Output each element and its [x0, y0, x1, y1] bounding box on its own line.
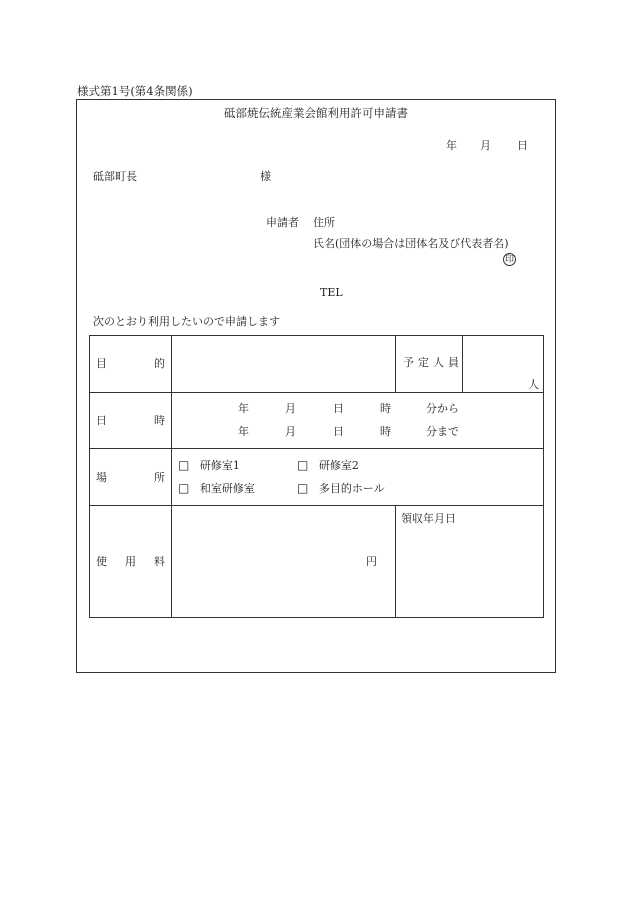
expected-people-input[interactable] — [464, 337, 524, 390]
start-year-unit: 年 — [238, 402, 249, 415]
datetime-label-b: 時 — [154, 414, 165, 427]
purpose-label-a: 目 — [96, 357, 107, 370]
applicant-address-label: 住所 — [313, 216, 335, 229]
checkbox-icon[interactable]: □ — [178, 458, 190, 472]
fee-input[interactable] — [173, 507, 393, 616]
checkbox-icon[interactable]: □ — [178, 481, 190, 495]
people-unit: 人 — [528, 378, 539, 391]
applicant-name-label: 氏名(団体の場合は団体名及び代表者名) — [313, 237, 509, 250]
place-option-room2[interactable]: □ 研修室2 — [297, 458, 359, 472]
addressee-name: 砥部町長 — [93, 170, 137, 183]
intro-text: 次のとおり利用したいので申請します — [93, 315, 280, 328]
label-column-divider — [171, 335, 172, 618]
row-divider — [89, 505, 544, 506]
place-label-a: 場 — [96, 471, 107, 484]
end-minute-unit: 分まで — [426, 425, 459, 438]
end-month-unit: 月 — [285, 425, 296, 438]
fee-label-a: 使 — [96, 555, 107, 568]
fee-currency: 円 — [366, 555, 377, 568]
datetime-label-a: 日 — [96, 414, 107, 427]
start-minute-unit: 分から — [426, 402, 459, 415]
place-option-multipurpose-hall[interactable]: □ 多目的ホール — [297, 481, 385, 495]
start-hour-unit: 時 — [380, 402, 391, 415]
form-number: 様式第1号(第4条関係) — [77, 84, 193, 98]
addressee-honorific: 様 — [260, 170, 271, 183]
tel-label: TEL — [320, 286, 343, 299]
date-year-label: 年 — [446, 139, 457, 152]
date-day-label: 日 — [517, 139, 528, 152]
expected-people-label: 予定人員 — [403, 356, 463, 369]
end-year-unit: 年 — [238, 425, 249, 438]
checkbox-icon[interactable]: □ — [297, 481, 309, 495]
fee-divider — [395, 505, 396, 618]
seal-mark: 印 — [504, 255, 514, 265]
place-option-room1[interactable]: □ 研修室1 — [178, 458, 240, 472]
applicant-label: 申請者 — [266, 216, 299, 229]
received-date-label: 領収年月日 — [401, 512, 456, 525]
start-month-unit: 月 — [285, 402, 296, 415]
end-hour-unit: 時 — [380, 425, 391, 438]
fee-label-c: 料 — [154, 555, 165, 568]
place-label-b: 所 — [154, 471, 165, 484]
purpose-divider — [395, 335, 396, 392]
form-title: 砥部焼伝統産業会館利用許可申請書 — [224, 106, 408, 120]
purpose-input[interactable] — [173, 337, 393, 390]
purpose-label-b: 的 — [154, 357, 165, 370]
checkbox-icon[interactable]: □ — [297, 458, 309, 472]
place-option-japanese-room[interactable]: □ 和室研修室 — [178, 481, 255, 495]
end-day-unit: 日 — [333, 425, 344, 438]
start-day-unit: 日 — [333, 402, 344, 415]
row-divider — [89, 448, 544, 449]
row-divider — [89, 392, 544, 393]
fee-label-b: 用 — [125, 555, 136, 568]
date-month-label: 月 — [480, 139, 491, 152]
